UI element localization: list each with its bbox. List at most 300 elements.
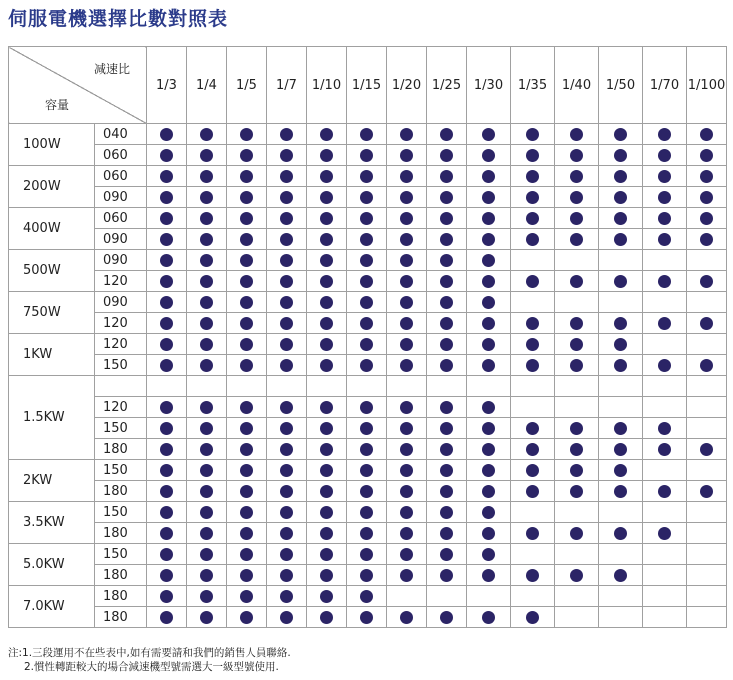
ratio-cell [467,187,511,208]
ratio-cell [427,607,467,628]
ratio-cell [307,187,347,208]
available-dot-icon [440,611,453,624]
available-dot-icon [240,275,253,288]
table-row [9,523,727,544]
ratio-cell [187,355,227,376]
ratio-cell [511,124,555,145]
ratio-header-1-35: 1/35 [511,47,555,124]
ratio-cell [687,355,727,376]
available-dot-icon [200,149,213,162]
ratio-cell [347,544,387,565]
capacity-cell: 1KW [9,334,95,376]
ratio-cell [555,565,599,586]
ratio-cell [643,544,687,565]
ratio-cell [267,523,307,544]
available-dot-icon [320,128,333,141]
frame-code-cell: 090 [95,229,147,250]
available-dot-icon [240,527,253,540]
ratio-cell [687,187,727,208]
available-dot-icon [482,317,495,330]
ratio-cell [347,523,387,544]
ratio-cell [555,544,599,565]
ratio-cell [599,271,643,292]
available-dot-icon [320,296,333,309]
available-dot-icon [400,464,413,477]
ratio-cell [147,481,187,502]
ratio-cell [467,250,511,271]
ratio-cell [599,250,643,271]
available-dot-icon [440,422,453,435]
ratio-cell [599,334,643,355]
available-dot-icon [360,275,373,288]
available-dot-icon [482,233,495,246]
ratio-cell [347,292,387,313]
available-dot-icon [400,548,413,561]
ratio-header-1-5: 1/5 [227,47,267,124]
available-dot-icon [280,212,293,225]
ratio-cell [147,145,187,166]
available-dot-icon [240,548,253,561]
available-dot-icon [700,149,713,162]
table-row [9,250,727,271]
table-row [9,439,727,460]
ratio-cell [555,250,599,271]
ratio-cell [599,313,643,334]
ratio-cell [599,124,643,145]
ratio-cell [307,229,347,250]
frame-code-cell: 060 [95,208,147,229]
ratio-cell [467,355,511,376]
ratio-cell [555,355,599,376]
ratio-cell [427,166,467,187]
available-dot-icon [400,422,413,435]
available-dot-icon [160,527,173,540]
capacity-cell: 5.0KW [9,544,95,586]
frame-code-cell: 180 [95,607,147,628]
table-row [9,292,727,313]
available-dot-icon [200,170,213,183]
ratio-cell [643,208,687,229]
ratio-cell [427,292,467,313]
available-dot-icon [614,464,627,477]
ratio-cell [267,271,307,292]
available-dot-icon [360,296,373,309]
ratio-cell [227,607,267,628]
ratio-cell [227,481,267,502]
available-dot-icon [160,485,173,498]
available-dot-icon [360,527,373,540]
available-dot-icon [280,338,293,351]
available-dot-icon [160,506,173,519]
available-dot-icon [614,212,627,225]
ratio-cell [147,292,187,313]
table-row [9,544,727,565]
available-dot-icon [280,401,293,414]
available-dot-icon [200,611,213,624]
available-dot-icon [360,548,373,561]
ratio-cell [187,124,227,145]
ratio-cell [307,334,347,355]
available-dot-icon [360,569,373,582]
ratio-cell [687,502,727,523]
ratio-cell [643,523,687,544]
ratio-cell [643,229,687,250]
frame-code-cell: 180 [95,439,147,460]
table-row [9,502,727,523]
ratio-cell [555,607,599,628]
available-dot-icon [570,569,583,582]
available-dot-icon [160,422,173,435]
available-dot-icon [400,212,413,225]
table-row [9,229,727,250]
ratio-cell [347,439,387,460]
ratio-cell [147,124,187,145]
ratio-cell [643,292,687,313]
ratio-cell [187,334,227,355]
available-dot-icon [280,590,293,603]
ratio-cell [511,481,555,502]
available-dot-icon [440,170,453,183]
ratio-cell [387,397,427,418]
available-dot-icon [400,254,413,267]
available-dot-icon [570,485,583,498]
ratio-cell [387,292,427,313]
ratio-cell [227,502,267,523]
ratio-cell [187,376,227,397]
ratio-cell [347,271,387,292]
ratio-cell [467,334,511,355]
ratio-cell [511,439,555,460]
available-dot-icon [570,422,583,435]
available-dot-icon [240,464,253,477]
ratio-cell [307,460,347,481]
ratio-cell [227,544,267,565]
ratio-cell [147,376,187,397]
ratio-header-1-20: 1/20 [387,47,427,124]
ratio-cell [307,313,347,334]
available-dot-icon [280,569,293,582]
table-row [9,208,727,229]
ratio-cell [555,418,599,439]
ratio-cell [347,418,387,439]
available-dot-icon [570,149,583,162]
ratio-header-1-3: 1/3 [147,47,187,124]
ratio-cell [227,229,267,250]
ratio-cell [187,187,227,208]
available-dot-icon [614,191,627,204]
available-dot-icon [570,443,583,456]
available-dot-icon [360,611,373,624]
ratio-cell [599,439,643,460]
ratio-cell [147,523,187,544]
available-dot-icon [160,317,173,330]
available-dot-icon [400,191,413,204]
ratio-cell [599,544,643,565]
ratio-cell [599,481,643,502]
available-dot-icon [280,422,293,435]
available-dot-icon [700,212,713,225]
ratio-cell [643,376,687,397]
ratio-cell [687,523,727,544]
ratio-cell [599,418,643,439]
ratio-cell [511,229,555,250]
ratio-cell [387,481,427,502]
ratio-cell [387,544,427,565]
ratio-cell [643,271,687,292]
ratio-cell [599,607,643,628]
ratio-cell [387,565,427,586]
ratio-cell [267,187,307,208]
available-dot-icon [658,527,671,540]
available-dot-icon [570,275,583,288]
ratio-cell [147,250,187,271]
available-dot-icon [700,443,713,456]
ratio-cell [511,544,555,565]
capacity-cell: 200W [9,166,95,208]
ratio-cell [387,502,427,523]
ratio-cell [267,502,307,523]
ratio-cell [347,166,387,187]
ratio-cell [511,460,555,481]
available-dot-icon [200,506,213,519]
ratio-header-1-50: 1/50 [599,47,643,124]
ratio-cell [147,586,187,607]
ratio-cell [427,565,467,586]
available-dot-icon [280,233,293,246]
ratio-cell [427,439,467,460]
ratio-cell [555,229,599,250]
ratio-cell [427,187,467,208]
available-dot-icon [400,527,413,540]
available-dot-icon [526,464,539,477]
ratio-cell [227,208,267,229]
footnote-1: 注:1.三段運用不在些表中,如有需要請和我們的銷售人員聯絡. [8,647,291,659]
available-dot-icon [200,401,213,414]
available-dot-icon [526,212,539,225]
frame-code-cell: 150 [95,418,147,439]
ratio-cell [307,502,347,523]
ratio-cell [227,439,267,460]
available-dot-icon [360,359,373,372]
available-dot-icon [200,548,213,561]
ratio-cell [427,313,467,334]
available-dot-icon [440,233,453,246]
ratio-cell [427,208,467,229]
available-dot-icon [440,569,453,582]
ratio-cell [599,376,643,397]
available-dot-icon [320,443,333,456]
available-dot-icon [570,359,583,372]
table-row [9,166,727,187]
ratio-cell [599,355,643,376]
ratio-cell [267,313,307,334]
available-dot-icon [200,317,213,330]
ratio-cell [687,208,727,229]
header-diagonal-cell [9,47,147,124]
ratio-cell [307,145,347,166]
ratio-cell [147,544,187,565]
ratio-header-1-4: 1/4 [187,47,227,124]
ratio-cell [147,439,187,460]
ratio-cell [511,376,555,397]
ratio-cell [187,586,227,607]
available-dot-icon [700,128,713,141]
ratio-cell [427,544,467,565]
available-dot-icon [280,128,293,141]
ratio-cell [307,523,347,544]
ratio-cell [643,565,687,586]
available-dot-icon [400,317,413,330]
available-dot-icon [200,359,213,372]
ratio-cell [267,586,307,607]
available-dot-icon [360,506,373,519]
ratio-cell [467,313,511,334]
available-dot-icon [614,485,627,498]
available-dot-icon [200,422,213,435]
available-dot-icon [320,317,333,330]
table-row [9,271,727,292]
ratio-cell [467,376,511,397]
ratio-cell [187,397,227,418]
table-row [9,607,727,628]
ratio-cell [347,502,387,523]
available-dot-icon [658,149,671,162]
available-dot-icon [320,422,333,435]
available-dot-icon [658,128,671,141]
available-dot-icon [200,128,213,141]
available-dot-icon [360,422,373,435]
footnote-2: 2.慣性轉距較大的場合減速機型號需選大一級型號使用. [24,661,279,673]
available-dot-icon [400,128,413,141]
ratio-cell [427,145,467,166]
ratio-cell [227,313,267,334]
capacity-cell: 3.5KW [9,502,95,544]
ratio-cell [687,250,727,271]
available-dot-icon [526,149,539,162]
available-dot-icon [240,317,253,330]
ratio-cell [467,208,511,229]
available-dot-icon [614,317,627,330]
ratio-cell [187,418,227,439]
available-dot-icon [570,170,583,183]
available-dot-icon [658,359,671,372]
available-dot-icon [440,191,453,204]
available-dot-icon [280,485,293,498]
available-dot-icon [240,443,253,456]
available-dot-icon [400,149,413,162]
ratio-cell [511,166,555,187]
available-dot-icon [160,611,173,624]
ratio-cell [687,607,727,628]
available-dot-icon [700,170,713,183]
table-row [9,565,727,586]
ratio-cell [427,397,467,418]
ratio-cell [267,145,307,166]
ratio-cell [307,124,347,145]
ratio-cell [187,460,227,481]
ratio-cell [267,460,307,481]
ratio-cell [307,166,347,187]
ratio-cell [147,460,187,481]
available-dot-icon [160,170,173,183]
ratio-cell [187,229,227,250]
ratio-cell [555,502,599,523]
available-dot-icon [482,485,495,498]
ratio-cell [267,292,307,313]
ratio-cell [347,250,387,271]
available-dot-icon [570,212,583,225]
available-dot-icon [320,590,333,603]
available-dot-icon [320,149,333,162]
ratio-cell [511,523,555,544]
available-dot-icon [200,296,213,309]
ratio-cell [387,418,427,439]
ratio-header-1-15: 1/15 [347,47,387,124]
available-dot-icon [320,254,333,267]
ratio-cell [687,166,727,187]
ratio-cell [687,376,727,397]
ratio-cell [427,271,467,292]
ratio-cell [267,397,307,418]
ratio-header-1-40: 1/40 [555,47,599,124]
ratio-cell [555,187,599,208]
available-dot-icon [320,569,333,582]
available-dot-icon [440,338,453,351]
available-dot-icon [280,359,293,372]
available-dot-icon [280,443,293,456]
ratio-cell [147,418,187,439]
ratio-cell [227,271,267,292]
ratio-cell [555,397,599,418]
available-dot-icon [320,548,333,561]
available-dot-icon [360,170,373,183]
ratio-cell [267,376,307,397]
available-dot-icon [614,149,627,162]
available-dot-icon [240,128,253,141]
table-row [9,124,727,145]
available-dot-icon [614,443,627,456]
available-dot-icon [658,212,671,225]
table-row [9,481,727,502]
ratio-cell [307,544,347,565]
frame-code-cell: 150 [95,355,147,376]
ratio-cell [187,292,227,313]
ratio-cell [307,397,347,418]
ratio-cell [687,334,727,355]
ratio-cell [511,271,555,292]
ratio-cell [187,271,227,292]
ratio-table [8,46,727,628]
available-dot-icon [320,170,333,183]
available-dot-icon [700,275,713,288]
ratio-cell [347,481,387,502]
ratio-cell [599,565,643,586]
available-dot-icon [614,527,627,540]
ratio-cell [427,250,467,271]
ratio-cell [427,502,467,523]
available-dot-icon [440,506,453,519]
available-dot-icon [440,464,453,477]
ratio-cell [227,334,267,355]
ratio-cell [347,229,387,250]
available-dot-icon [240,611,253,624]
ratio-cell [147,271,187,292]
available-dot-icon [570,128,583,141]
available-dot-icon [526,170,539,183]
ratio-cell [599,145,643,166]
ratio-cell [687,292,727,313]
frame-code-cell: 120 [95,334,147,355]
